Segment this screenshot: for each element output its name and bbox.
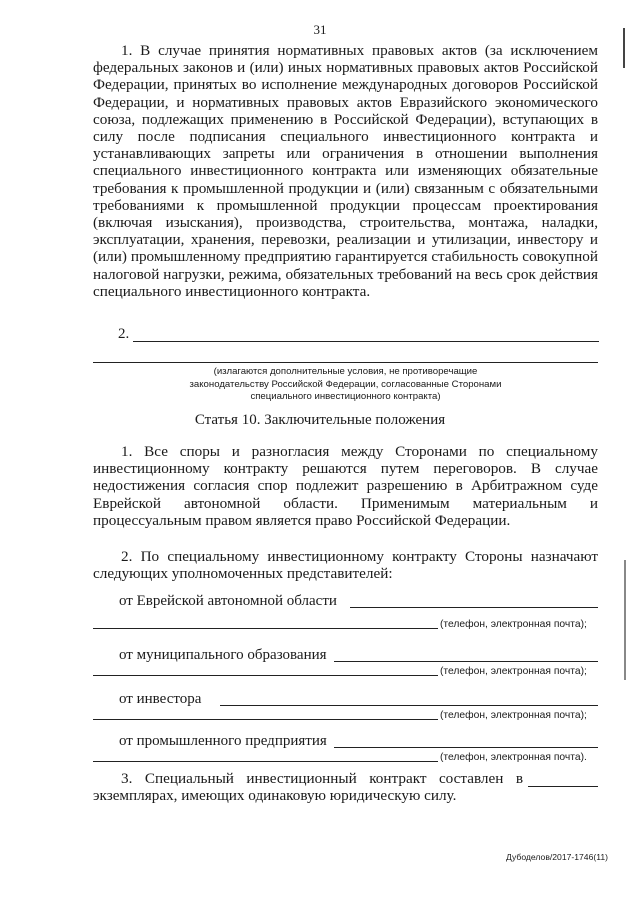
text-line: (включая изыскания), производства, строительства, монтажа, наладки, <box>93 214 598 232</box>
article-10-heading: Статья 10. Заключительные положения <box>194 412 446 428</box>
fill-in-line <box>93 719 438 720</box>
text-line: 3. Специальный инвестиционный контракт составлен в <box>121 770 523 787</box>
text-line: специального инвестиционного контракта. <box>93 282 371 300</box>
note-line: специального инвестиционного контракта) <box>250 391 441 402</box>
text-line: Федерации, принятых во исполнение международных договоров Российской <box>93 76 598 94</box>
fill-in-line <box>93 628 438 629</box>
text-line: 1. В случае принятия нормативных правовых актов (за исключением <box>121 42 598 59</box>
representative-investor-contact: (телефон, электронная почта); <box>440 710 587 721</box>
text-line: налоговой нагрузки, режима, обязательных требований на весь срок действия <box>93 265 598 283</box>
fill-in-line <box>220 705 598 706</box>
text-line: силу после подписания специального инвестиционного контракта и <box>93 128 598 146</box>
representative-region-label: от Еврейской автономной области <box>119 593 337 609</box>
additional-conditions-note <box>93 366 598 404</box>
clause-1-paragraph <box>93 42 598 300</box>
representative-enterprise-contact: (телефон, электронная почта). <box>440 752 587 763</box>
text-line: эксплуатации, хранения, перевозки, реализации и утилизации, инвестору и <box>93 231 598 249</box>
clause-2-label: 2. <box>118 326 130 342</box>
text-line: экземплярах, имеющих одинаковую юридическую силу. <box>93 787 457 805</box>
fill-in-line <box>334 661 598 662</box>
text-line: (или) промышленному предприятию гарантируется стабильность совокупной <box>93 248 598 266</box>
fill-in-line <box>93 761 438 762</box>
text-line: требованиями к промышленной продукции процессам проектирования <box>93 196 598 214</box>
note-line: законодательству Российской Федерации, согласованные Сторонами <box>189 378 502 390</box>
document-footer-code: Дубоделов/2017-1746(11) <box>506 852 609 862</box>
text-line: процессуальным правом является право Российской Федерации. <box>93 511 511 529</box>
representative-municipality-label: от муниципального образования <box>119 647 327 663</box>
text-line: недостижения согласия спор подлежит разрешению в Арбитражном суде <box>93 477 598 495</box>
text-line: 2. По специальному инвестиционному контракту Стороны назначают <box>121 548 598 565</box>
fill-in-line <box>334 747 598 748</box>
text-line: инвестиционному контракту решаются путем переговоров. В случае <box>93 460 598 478</box>
note-line: (излагаются дополнительные условия, не противоречащие <box>213 366 478 377</box>
article-clause-3-paragraph <box>93 770 598 804</box>
article-clause-2-paragraph <box>93 548 598 582</box>
fill-in-line <box>93 675 438 676</box>
text-line: федеральных законов и (или) иных нормативных правовых актов Российской <box>93 59 598 77</box>
text-line: Федерации, и нормативных правовых актов Евразийского экономического <box>93 93 598 111</box>
representative-municipality-contact: (телефон, электронная почта); <box>440 666 587 677</box>
article-clause-1-paragraph <box>93 443 598 529</box>
representative-investor-label: от инвестора <box>119 691 202 707</box>
text-line: Еврейской автономной области. Применимым материальным и <box>93 494 598 512</box>
margin-scan-mark <box>623 28 625 68</box>
text-line: требования к промышленной продукции и (или) связанным с обязательными <box>93 179 598 197</box>
text-line: специального инвестиционного контракта или изменяющих обязательные <box>93 162 598 180</box>
representative-enterprise-label: от промышленного предприятия <box>119 733 327 749</box>
margin-scan-mark <box>624 560 626 680</box>
fill-in-line <box>528 786 598 787</box>
fill-in-line <box>133 341 599 342</box>
text-line: союза, подлежащих применению в Российской Федерации), вступающих в <box>93 110 598 128</box>
fill-in-line <box>350 607 598 608</box>
text-line: 1. Все споры и разногласия между Сторонами по специальному <box>121 443 598 460</box>
text-line: устанавливающих запреты или ограничения в отношении выполнения <box>93 145 598 163</box>
page-number: 31 <box>313 22 327 37</box>
representative-region-contact: (телефон, электронная почта); <box>440 619 587 630</box>
fill-in-line <box>93 362 598 363</box>
text-line: следующих уполномоченных представителей: <box>93 565 393 583</box>
